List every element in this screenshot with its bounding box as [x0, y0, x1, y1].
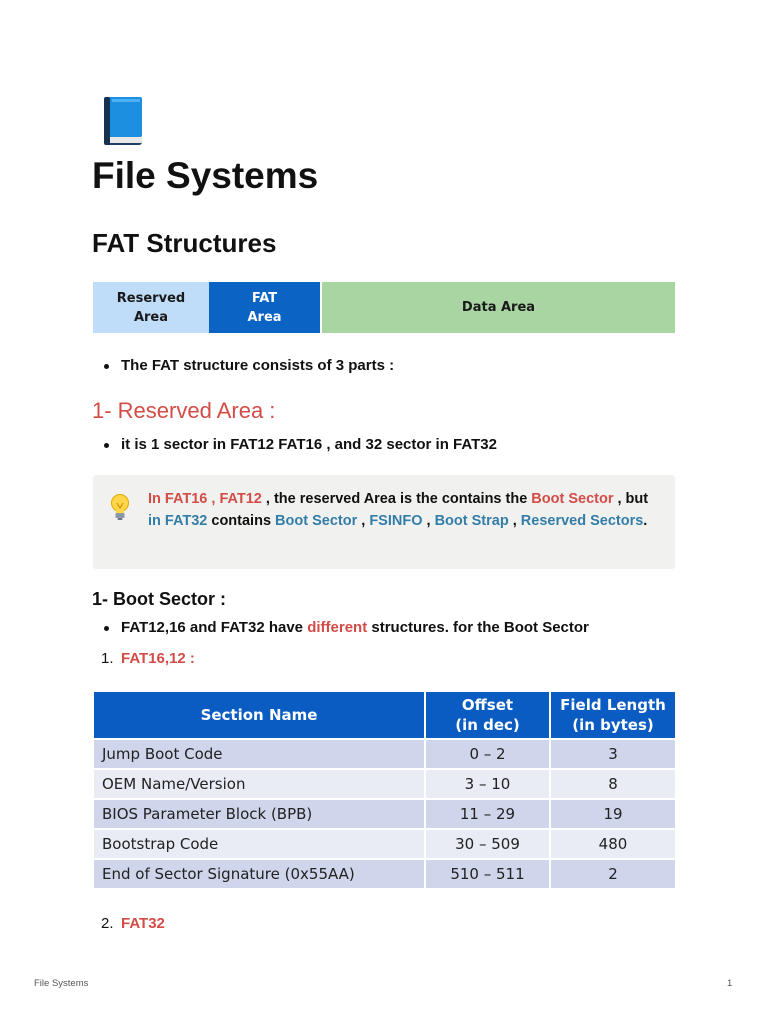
table-row: [94, 769, 675, 799]
callout-fragment: in FAT32: [148, 513, 208, 529]
callout-fragment: contains: [207, 513, 276, 529]
table-cell: Bootstrap Code: [94, 829, 425, 859]
callout-fragment: Boot Strap: [434, 513, 509, 529]
callout-box: [93, 475, 675, 569]
bullet-fragment: FAT12,16 and FAT32 have: [121, 619, 308, 636]
item-label: FAT16,12 :: [121, 650, 195, 667]
callout-fragment: .: [643, 513, 648, 529]
intro-list: [93, 356, 394, 376]
boot-sector-table: [94, 692, 675, 888]
reserved-area-segment: Reserved Area: [93, 282, 209, 333]
item-number: 2.: [101, 915, 114, 932]
table-row: [94, 829, 675, 859]
table-cell: 0 – 2: [425, 739, 550, 769]
bullet-fragment: different: [307, 619, 368, 636]
section-title: FAT Structures: [92, 228, 277, 258]
item-number: 1.: [101, 650, 114, 667]
table-cell: 11 – 29: [425, 799, 550, 829]
column-header: Offset (in dec): [425, 692, 550, 739]
table-cell: OEM Name/Version: [94, 769, 425, 799]
table-cell: End of Sector Signature (0x55AA): [94, 859, 425, 888]
boot-sector-list: [93, 618, 589, 638]
reserved-area-list: [93, 435, 497, 455]
column-header: Field Length (in bytes): [550, 692, 675, 739]
callout-text: [148, 488, 663, 532]
column-header: Section Name: [94, 692, 425, 739]
fat-area-segment: FAT Area: [209, 282, 320, 333]
blue-book-icon: [98, 95, 146, 147]
callout-fragment: ,: [508, 513, 521, 529]
lightbulb-icon: [109, 493, 131, 521]
numbered-item-fat16-12: [101, 649, 195, 669]
fat-structure-diagram: [93, 282, 675, 333]
boot-sector-heading: 1- Boot Sector :: [92, 589, 227, 609]
reserved-area-heading: 1- Reserved Area :: [92, 398, 276, 423]
table-cell: 8: [550, 769, 675, 799]
table-row: [94, 799, 675, 829]
data-area-segment: Data Area: [320, 282, 675, 333]
table-row: [94, 739, 675, 769]
callout-fragment: Boot Sector: [531, 491, 614, 507]
table-cell: 510 – 511: [425, 859, 550, 888]
callout-fragment: In FAT16 , FAT12: [148, 491, 266, 507]
bullet-fragment: structures. for the Boot Sector: [367, 619, 589, 636]
list-item: [93, 618, 589, 638]
list-item: it is 1 sector in FAT12 FAT16 , and 32 sector in FAT32: [93, 435, 497, 455]
table-cell: 2: [550, 859, 675, 888]
table-cell: Jump Boot Code: [94, 739, 425, 769]
callout-fragment: , but: [613, 491, 649, 507]
numbered-item-fat32: [101, 914, 165, 934]
footer-page-number: 1: [727, 978, 733, 989]
callout-fragment: FSINFO: [369, 513, 423, 529]
table-header-row: [94, 692, 675, 739]
callout-fragment: , the reserved Area is the contains the: [265, 491, 532, 507]
table-cell: 3 – 10: [425, 769, 550, 799]
item-label: FAT32: [121, 915, 165, 932]
table-cell: BIOS Parameter Block (BPB): [94, 799, 425, 829]
table-cell: 3: [550, 739, 675, 769]
callout-fragment: ,: [422, 513, 435, 529]
table-cell: 19: [550, 799, 675, 829]
callout-fragment: Reserved Sectors: [520, 513, 644, 529]
callout-fragment: ,: [357, 513, 370, 529]
list-item: The FAT structure consists of 3 parts :: [93, 356, 394, 376]
page-title: File Systems: [92, 155, 319, 196]
table-row: [94, 859, 675, 888]
footer-document-title: File Systems: [34, 978, 89, 989]
callout-fragment: Boot Sector: [275, 513, 358, 529]
table-cell: 480: [550, 829, 675, 859]
table-cell: 30 – 509: [425, 829, 550, 859]
